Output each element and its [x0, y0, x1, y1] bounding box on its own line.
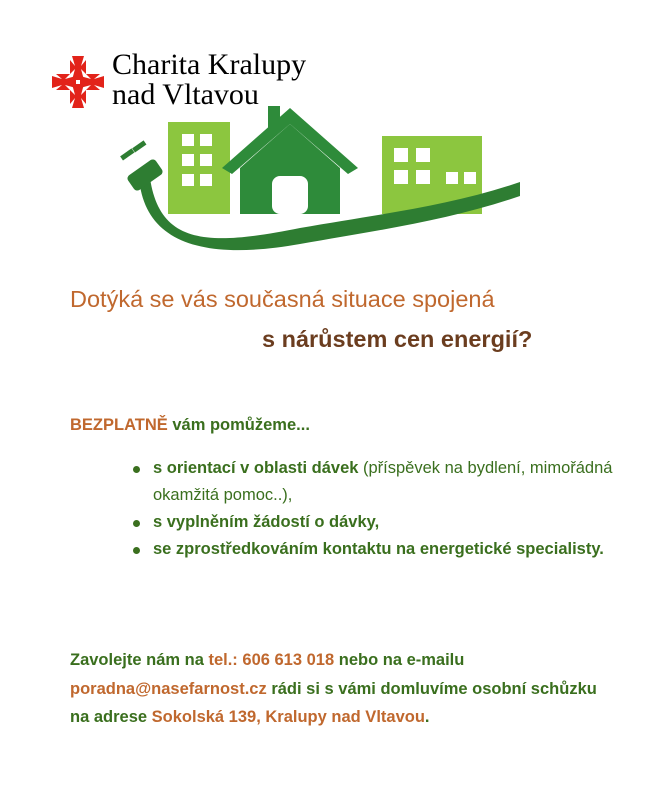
list-item-1-bold: s orientací v oblasti dávek: [153, 459, 359, 477]
caritas-cross-icon: [50, 54, 106, 110]
list-item: [131, 536, 631, 563]
list-item-2: s vyplněním žádostí o dávky,: [153, 513, 380, 531]
intro-rest: vám pomůžeme...: [167, 416, 310, 434]
contact-text-4: .: [424, 708, 430, 726]
headline-line-1: Dotýká se vás současná situace spojená: [70, 286, 495, 312]
email-link[interactable]: poradna@nasefarnost.cz: [70, 679, 267, 698]
list-item: [131, 509, 631, 536]
contact-text-3: rádi si s vámi domluvíme osobní schůzku na adrese: [70, 679, 597, 726]
logo-line-2: nad Vltavou: [112, 78, 259, 111]
logo-line-1: Charita Kralupy: [112, 48, 307, 81]
headline-line-2: s nárůstem cen energií?: [262, 326, 533, 352]
intro-highlight: BEZPLATNĚ: [70, 416, 168, 434]
list-item-3: se zprostředkováním kontaktu na energetické specialisty.: [153, 540, 604, 558]
contact-paragraph: [70, 646, 610, 732]
list-item: [131, 455, 631, 509]
contact-text-2: nebo na e-mailu: [334, 651, 465, 669]
list-item-1-rest: (příspěvek na bydlení, mimořádná okamžitá pomoc..),: [153, 459, 613, 504]
address-text: Sokolská 139, Kralupy nad Vltavou: [151, 708, 425, 726]
help-list: [131, 455, 631, 563]
intro-text: [70, 416, 310, 435]
contact-text-1: Zavolejte nám na: [70, 651, 209, 669]
green-house-plug-icon: [120, 96, 530, 256]
phone-link[interactable]: tel.: 606 613 018: [208, 651, 335, 669]
